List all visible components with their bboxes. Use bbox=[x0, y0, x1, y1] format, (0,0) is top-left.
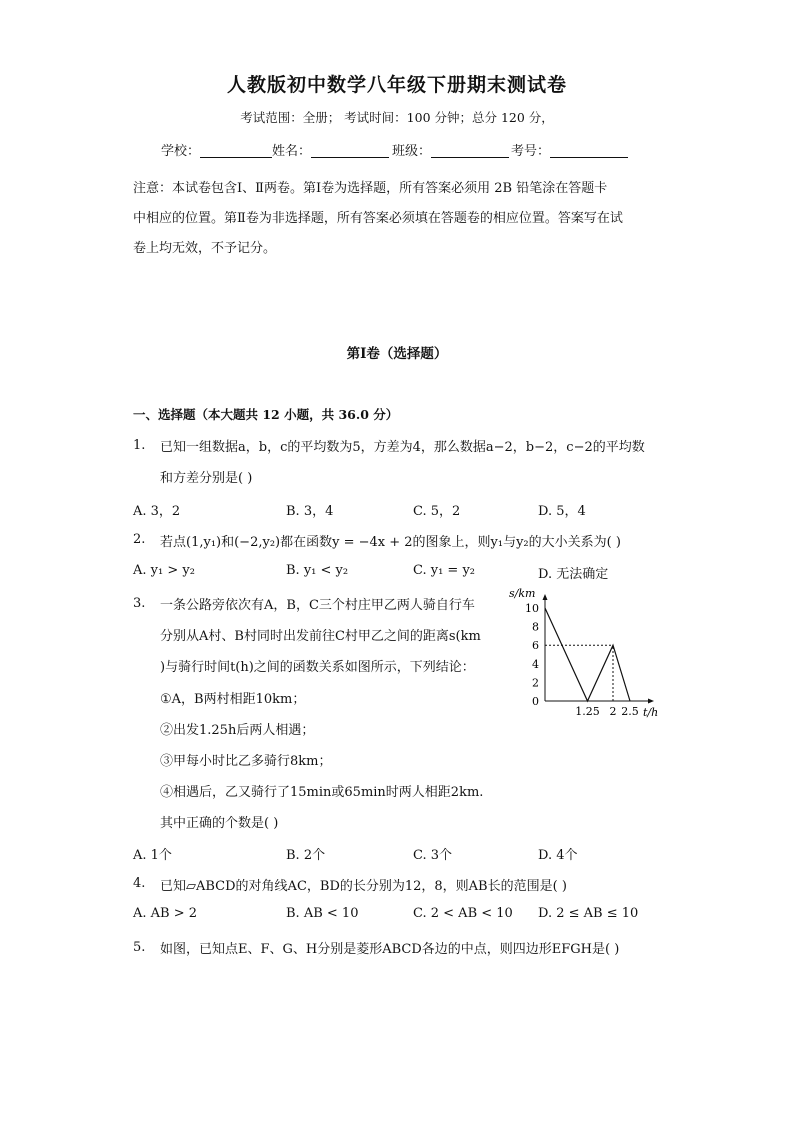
question-number: 4. bbox=[133, 876, 146, 891]
y-axis-arrow bbox=[543, 594, 548, 600]
option-c: C. 5，2 bbox=[413, 504, 461, 519]
y-tick-label: 4 bbox=[532, 657, 539, 671]
option-b: B. 3，4 bbox=[286, 504, 334, 519]
question-text: 如图，已知点E、F、G、H分别是菱形ABCD各边的中点，则四边形EFGH是( ) bbox=[160, 942, 620, 957]
option-a: A. AB > 2 bbox=[133, 906, 198, 921]
option-a: A. y₁ > y₂ bbox=[133, 563, 195, 578]
school-field bbox=[161, 140, 272, 159]
question-text: 已知一组数据a，b，c的平均数为5，方差为4，那么数据a−2，b−2，c−2的平均数 bbox=[160, 440, 645, 455]
x-tick-label: 2.5 bbox=[621, 705, 639, 718]
distance-time-graph bbox=[505, 585, 665, 720]
y-tick-label: 8 bbox=[532, 620, 539, 634]
question-text: ①A，B两村相距10km； bbox=[160, 692, 306, 707]
part-title: 一、选择题（本大题共 12 小题，共 36.0 分） bbox=[133, 407, 399, 422]
question-text: ③甲每小时比乙多骑行8km； bbox=[160, 754, 332, 769]
number-field bbox=[511, 140, 628, 159]
x-tick-label: 2 bbox=[609, 705, 617, 718]
question-number: 1. bbox=[133, 438, 146, 453]
class-field bbox=[392, 140, 509, 159]
option-d: D. 4个 bbox=[538, 848, 578, 863]
option-d: D. 5，4 bbox=[538, 504, 586, 519]
x-tick-label: 1.25 bbox=[575, 705, 600, 718]
note-line: 注意：本试卷包含Ⅰ、Ⅱ两卷。第Ⅰ卷为选择题，所有答案必须用 2B 铅笔涂在答题卡 bbox=[133, 181, 608, 196]
question-number: 5. bbox=[133, 940, 146, 955]
option-c: C. 2 < AB < 10 bbox=[413, 906, 513, 921]
y-tick-label: 6 bbox=[532, 639, 539, 653]
y-axis-label: s/km bbox=[509, 587, 536, 600]
question-text: 和方差分别是( ) bbox=[160, 471, 253, 486]
page-title: 人教版初中数学八年级下册期末测试卷 bbox=[226, 74, 567, 96]
x-axis-label: t/h bbox=[643, 706, 659, 719]
option-b: B. y₁ < y₂ bbox=[286, 563, 349, 578]
question-text: 一条公路旁依次有A，B，C三个村庄甲乙两人骑自行车 bbox=[160, 598, 475, 613]
question-text: 若点(1,y₁)和(−2,y₂)都在函数y = −4x + 2的图象上，则y₁与y₂的大小关系为( ) bbox=[160, 535, 621, 550]
option-d: D. 2 ≤ AB ≤ 10 bbox=[538, 906, 639, 921]
school-label: 学校： bbox=[161, 144, 201, 159]
option-a: A. 3，2 bbox=[133, 504, 181, 519]
question-text: 分别从A村、B村同时出发前往C村甲乙之间的距离s(km bbox=[160, 629, 481, 644]
y-tick-label: 10 bbox=[525, 602, 539, 615]
name-blank bbox=[311, 143, 389, 158]
x-axis-arrow bbox=[648, 699, 654, 704]
section-title: 第Ⅰ卷（选择题） bbox=[346, 346, 448, 362]
class-blank bbox=[431, 143, 509, 158]
school-blank bbox=[200, 143, 272, 158]
option-c: C. 3个 bbox=[413, 848, 453, 863]
question-text: 其中正确的个数是( ) bbox=[160, 816, 279, 831]
question-text: )与骑行时间t(h)之间的函数关系如图所示，下列结论： bbox=[160, 660, 475, 675]
question-number: 2. bbox=[133, 532, 146, 547]
option-b: B. AB < 10 bbox=[286, 906, 359, 921]
number-blank bbox=[550, 143, 628, 158]
question-text: ④相遇后，乙又骑行了15min或65min时两人相距2km. bbox=[160, 785, 484, 800]
option-d: D. 无法确定 bbox=[538, 567, 609, 582]
exam-note bbox=[133, 174, 663, 264]
y-tick-label: 2 bbox=[532, 676, 539, 690]
question-number: 3. bbox=[133, 596, 146, 611]
note-line: 中相应的位置。第Ⅱ卷为非选择题，所有答案必须填在答题卷的相应位置。答案写在试 bbox=[133, 211, 623, 226]
exam-subtitle: 考试范围：全册； 考试时间：100 分钟；总分 120 分， bbox=[240, 110, 554, 125]
option-c: C. y₁ = y₂ bbox=[413, 563, 476, 578]
class-label: 班级： bbox=[392, 144, 432, 159]
question-text: 已知▱ABCD的对角线AC，BD的长分别为12，8，则AB长的范围是( ) bbox=[160, 879, 567, 894]
y-tick-label: 0 bbox=[532, 695, 539, 708]
name-label: 姓名： bbox=[272, 144, 312, 159]
number-label: 考号： bbox=[511, 144, 551, 159]
question-text: ②出发1.25h后两人相遇； bbox=[160, 723, 315, 738]
option-b: B. 2个 bbox=[286, 848, 326, 863]
option-a: A. 1个 bbox=[133, 848, 172, 863]
series-line bbox=[545, 608, 630, 701]
name-field bbox=[272, 140, 389, 159]
note-line: 卷上均无效，不予记分。 bbox=[133, 241, 277, 256]
